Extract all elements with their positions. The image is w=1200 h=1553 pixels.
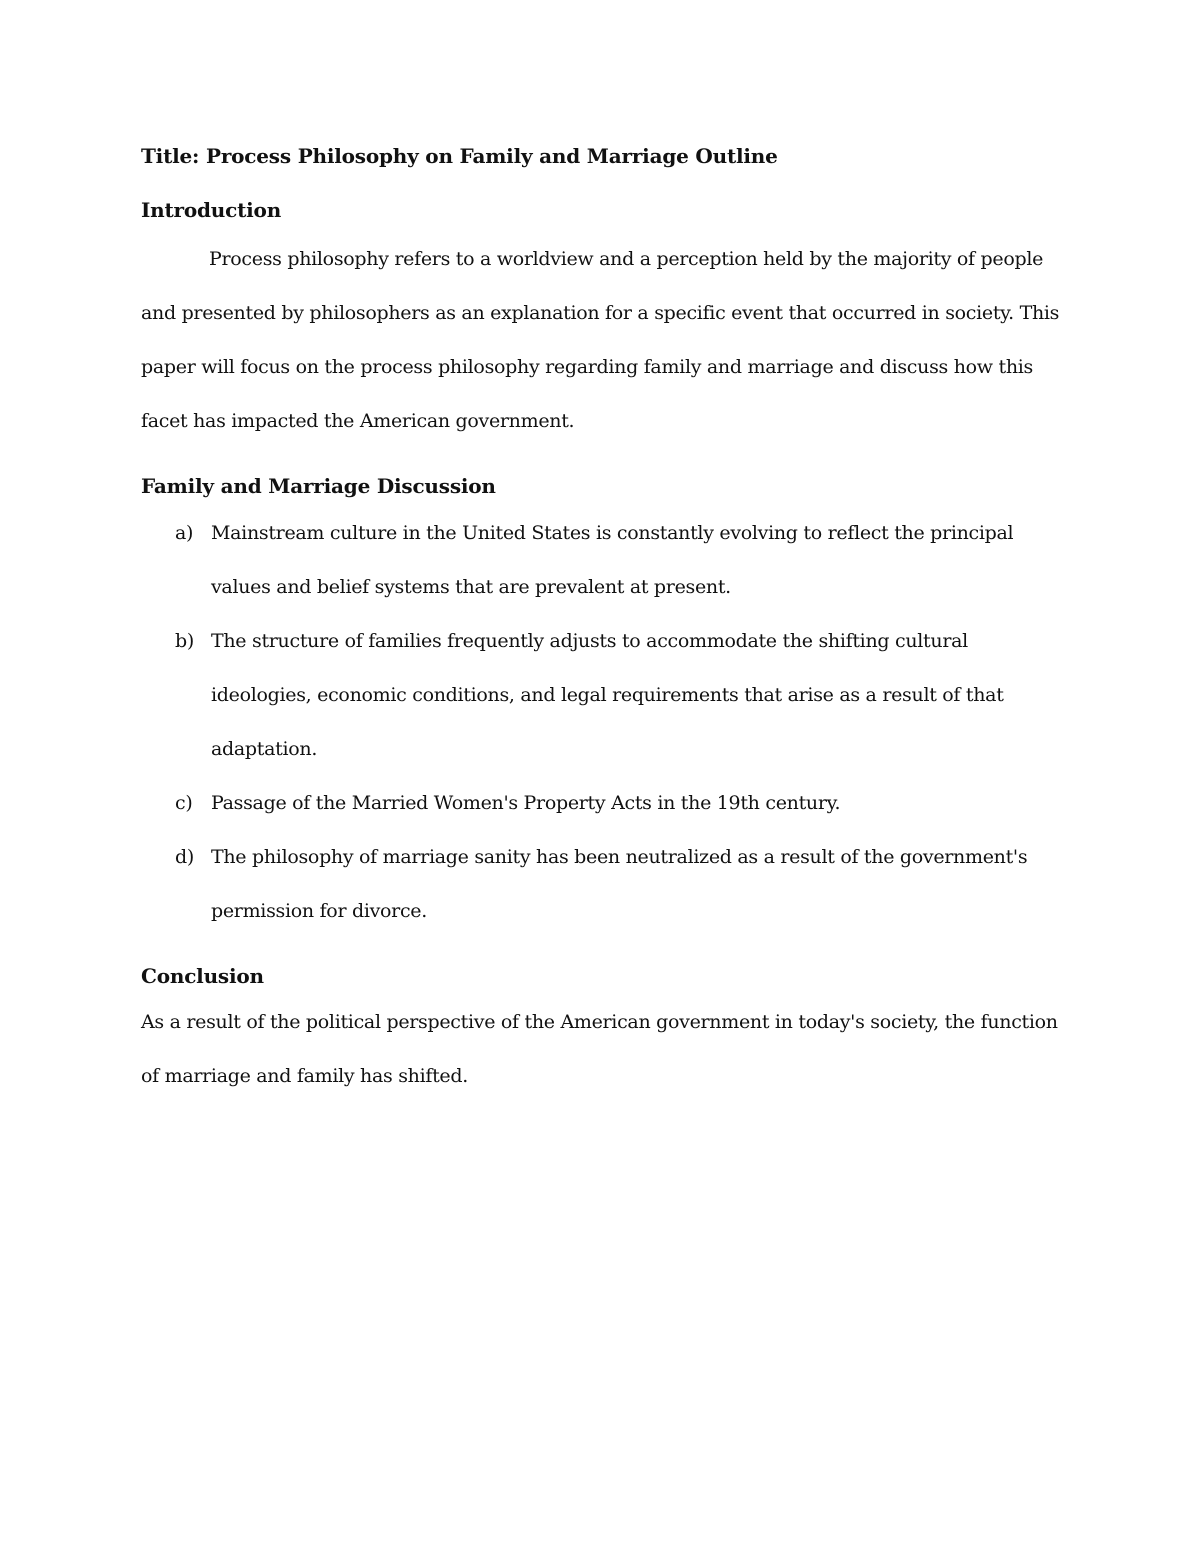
introduction-heading: Introduction	[141, 198, 282, 222]
outline-item-marker: d)	[175, 846, 194, 868]
outline-item-text: The structure of families frequently adjusts to accommodate the shifting cultural ideologies, economic conditions, and legal requirements that arise as a result of that adaptation.	[211, 630, 1004, 760]
document-title: Title: Process Philosophy on Family and Marriage Outline	[141, 144, 778, 168]
discussion-outline-list	[141, 506, 1061, 938]
outline-item-marker: a)	[175, 522, 194, 544]
conclusion-heading: Conclusion	[141, 964, 264, 988]
outline-item-text: Passage of the Married Women's Property Acts in the 19th century.	[211, 792, 841, 814]
conclusion-paragraph: As a result of the political perspective of the American government in today's society, the function of marriage and family has shifted.	[141, 1011, 1058, 1087]
outline-item-marker: c)	[175, 792, 193, 814]
discussion-heading: Family and Marriage Discussion	[141, 474, 496, 498]
outline-item-text: Mainstream culture in the United States is constantly evolving to reflect the principal values and belief systems that are prevalent at present.	[211, 522, 1014, 598]
outline-item	[141, 776, 1061, 830]
outline-item	[141, 506, 1061, 614]
introduction-paragraph: Process philosophy refers to a worldview and a perception held by the majority of people and presented by philosophers as an explanation for a specific event that occurred in society. This paper will focus on the process philosophy regarding family and marriage and discuss how this facet has impacted the American government.	[141, 248, 1060, 432]
document-body	[141, 140, 1061, 1103]
outline-item	[141, 830, 1061, 938]
outline-item-marker: b)	[175, 630, 194, 652]
outline-item	[141, 614, 1061, 776]
outline-item-text: The philosophy of marriage sanity has been neutralized as a result of the government's permission for divorce.	[211, 846, 1028, 922]
